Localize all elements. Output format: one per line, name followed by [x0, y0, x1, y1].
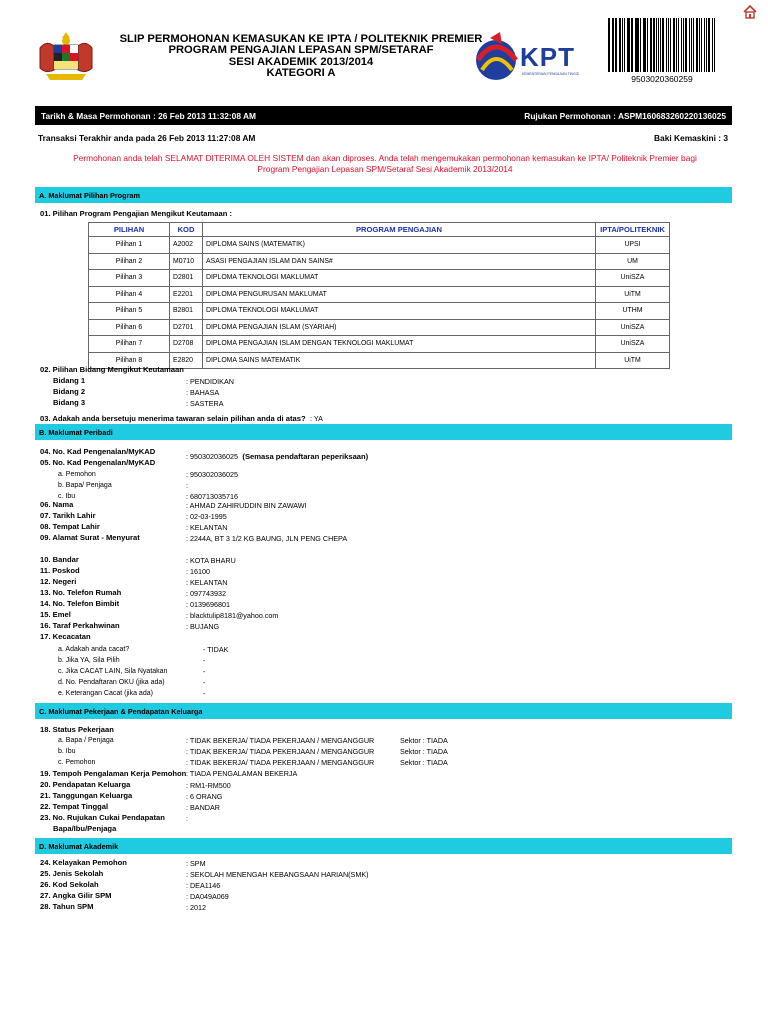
q18-a-label: a. Bapa / Penjaga — [58, 737, 114, 744]
q28-label: 28. Tahun SPM — [40, 902, 94, 911]
success-notice: Permohonan anda telah SELAMAT DITERIMA OLEH SISTEM dan akan diproses. Anda telah mengemukakan permohonan kemasukan ke IPTA/ Politeknik Premier bagi Program Pengajian Lepasan SPM/Setaraf Sesi Akademik 2013/2014 — [73, 153, 697, 174]
title-line-3: SESI AKADEMIK 2013/2014 — [228, 55, 374, 68]
q10-label: 10. Bandar — [40, 555, 79, 564]
program-choice-label: 01. Pilihan Program Pengajian Mengikut Keutamaan : — [40, 209, 232, 218]
q23-label: 23. No. Rujukan Cukai Pendapatan — [40, 813, 165, 822]
q26-value: : DEA1146 — [186, 881, 221, 890]
q18-label: 18. Status Pekerjaan — [40, 725, 114, 734]
bidang-1-label: Bidang 1 — [53, 376, 86, 385]
section-a-header: A. Maklumat Pilihan Program — [35, 187, 732, 203]
row-pilihan: Pilihan 3 — [89, 270, 170, 287]
bidang-label: 02. Pilihan Bidang Mengikut Keutamaan — [40, 365, 184, 374]
title-line-4: KATEGORI A — [266, 67, 336, 80]
q18-b-value: : TIDAK BEKERJA/ TIADA PEKERJAAN / MENGANGGUR — [186, 747, 375, 756]
row-ipta: UiTM — [596, 286, 670, 303]
home-icon[interactable] — [742, 4, 758, 20]
barcode-bar — [615, 18, 617, 72]
barcode-bar — [712, 18, 714, 72]
barcode-bar — [701, 18, 702, 72]
program-table — [88, 222, 670, 369]
table-row — [89, 303, 670, 320]
barcode-bar — [653, 18, 655, 72]
q24-label: 24. Kelayakan Pemohon — [40, 858, 127, 867]
q18-c-label: c. Pemohon — [58, 759, 96, 766]
table-row — [89, 319, 670, 336]
q21-value: : 6 ORANG — [186, 792, 223, 801]
last-transaction-line — [38, 133, 728, 143]
q14-label: 14. No. Telefon Bimbit — [40, 599, 120, 608]
q24-value: : SPM — [186, 859, 206, 868]
barcode-bar — [683, 18, 684, 72]
row-kod: D2801 — [170, 270, 203, 287]
barcode-bar — [660, 18, 661, 72]
row-ipta: UniSZA — [596, 319, 670, 336]
row-ipta: UniSZA — [596, 270, 670, 287]
table-row — [89, 237, 670, 254]
q12-label: 12. Negeri — [40, 577, 77, 586]
kpt-logo-subtext: KEMENTERIAN PENGAJIAN TINGGI — [522, 72, 580, 76]
barcode-bar — [636, 18, 638, 72]
last-transaction: Transaksi Terakhir anda pada 26 Feb 2013 11:27:08 AM — [38, 133, 256, 143]
q05-c-label: c. Ibu — [58, 493, 76, 500]
q15-label: 15. Emel — [40, 610, 71, 619]
barcode-bar — [613, 18, 614, 72]
section-d-header: D. Maklumat Akademik — [35, 838, 732, 854]
q20-value: : RM1-RM500 — [186, 781, 231, 790]
q18-b-sektor: Sektor : TIADA — [400, 747, 448, 756]
barcode-bar — [673, 18, 675, 72]
update-balance: Baki Kemaskini : 3 — [653, 133, 728, 143]
row-program: DIPLOMA PENGAJIAN ISLAM (SYARIAH) — [203, 319, 596, 336]
q17-b-label: b. Jika YA, Sila Pilih — [58, 657, 120, 664]
row-pilihan: Pilihan 6 — [89, 319, 170, 336]
row-pilihan: Pilihan 4 — [89, 286, 170, 303]
barcode-number: 9503020360259 — [631, 74, 693, 84]
q14-value: : 0139696801 — [186, 600, 230, 609]
q09-label: 09. Alamat Surat - Menyurat — [40, 533, 140, 542]
q21-label: 21. Tanggungan Keluarga — [40, 791, 133, 800]
row-kod: B2801 — [170, 303, 203, 320]
q23-value: : — [186, 814, 188, 823]
program-table-body — [89, 237, 670, 369]
row-pilihan: Pilihan 7 — [89, 336, 170, 353]
q05-a-label: a. Pemohon — [58, 471, 96, 478]
barcode-bar — [668, 18, 669, 72]
q19-label: 19. Tempoh Pengalaman Kerja Pemohon — [40, 769, 187, 778]
section-b-header: B. Maklumat Peribadi — [35, 424, 732, 440]
barcode-bar — [608, 18, 610, 72]
barcode-bar — [704, 18, 706, 72]
barcode-bar — [693, 18, 694, 72]
slip-title — [108, 34, 494, 80]
q23-label-line2: Bapa/Ibu/Penjaga — [53, 824, 117, 833]
barcode-bar — [643, 18, 644, 72]
q13-label: 13. No. Telefon Rumah — [40, 588, 122, 597]
q17-e-label: e. Keterangan Cacat (jika ada) — [58, 690, 153, 697]
barcode-bar — [696, 18, 698, 72]
table-row — [89, 253, 670, 270]
row-kod: E2820 — [170, 352, 203, 369]
table-row — [89, 336, 670, 353]
q06-label: 06. Nama — [40, 500, 74, 509]
q11-label: 11. Poskod — [40, 566, 80, 575]
q12-value: : KELANTAN — [186, 578, 228, 587]
row-pilihan: Pilihan 5 — [89, 303, 170, 320]
q15-value: : blacktulip8181@yahoo.com — [186, 611, 279, 620]
row-program: DIPLOMA TEKNOLOGI MAKLUMAT — [203, 303, 596, 320]
q17-a-value: - TIDAK — [203, 645, 229, 654]
table-row — [89, 286, 670, 303]
row-pilihan: Pilihan 8 — [89, 352, 170, 369]
program-table-header-row — [89, 223, 670, 237]
q05-a-value: : 950302036025 — [186, 470, 238, 479]
q18-b-label: b. Ibu — [58, 748, 76, 755]
q04-label: 04. No. Kad Pengenalan/MyKAD — [40, 447, 156, 456]
barcode-bar — [699, 18, 700, 72]
row-program: DIPLOMA PENGAJIAN ISLAM DENGAN TEKNOLOGI MAKLUMAT — [203, 336, 596, 353]
q26-label: 26. Kod Sekolah — [40, 880, 99, 889]
q06-value: : AHMAD ZAHIRUDDIN BIN ZAWAWI — [186, 501, 307, 510]
q05-b-label: b. Bapa/ Penjaga — [58, 482, 112, 489]
q04-row — [186, 446, 368, 464]
row-pilihan: Pilihan 1 — [89, 237, 170, 254]
barcode-bar — [714, 18, 715, 72]
q20-label: 20. Pendapatan Keluarga — [40, 780, 131, 789]
q28-value: : 2012 — [186, 903, 206, 912]
row-kod: D2708 — [170, 336, 203, 353]
q25-label: 25. Jenis Sekolah — [40, 869, 104, 878]
q10-value: : KOTA BHARU — [186, 556, 236, 565]
malaysia-crest-icon — [36, 30, 96, 82]
col-kod: KOD — [170, 223, 203, 237]
q04-value: : 950302036025 — [186, 452, 238, 461]
q18-a-sektor: Sektor : TIADA — [400, 736, 448, 745]
bidang-2-value: : BAHASA — [186, 388, 220, 397]
bidang-2-label: Bidang 2 — [53, 387, 86, 396]
barcode-bar — [627, 18, 628, 72]
q18-a-value: : TIDAK BEKERJA/ TIADA PEKERJAAN / MENGANGGUR — [186, 736, 375, 745]
q05-c-value: : 680713035716 — [186, 492, 238, 501]
q27-value: : DA049A069 — [186, 892, 229, 901]
barcode — [608, 18, 716, 72]
q11-value: : 16100 — [186, 567, 210, 576]
q03-label: 03. Adakah anda bersetuju menerima tawaran selain pilihan anda di atas? — [40, 414, 306, 423]
row-ipta: UPSI — [596, 237, 670, 254]
q25-value: : SEKOLAH MENENGAH KEBANGSAAN HARIAN(SMK) — [186, 870, 369, 879]
q17-b-value: - — [203, 656, 206, 665]
row-kod: E2201 — [170, 286, 203, 303]
barcode-bar — [658, 18, 659, 72]
q18-c-value: : TIDAK BEKERJA/ TIADA PEKERJAAN / MENGANGGUR — [186, 758, 375, 767]
row-program: DIPLOMA PENGURUSAN MAKLUMAT — [203, 286, 596, 303]
q19-value: : TIADA PENGALAMAN BEKERJA — [186, 769, 298, 778]
barcode-bar — [685, 18, 687, 72]
row-kod: M0710 — [170, 253, 203, 270]
q07-value: : 02-03-1995 — [186, 512, 227, 521]
section-c-header: C. Maklumat Pekerjaan & Pendapatan Keluarga — [35, 703, 732, 719]
title-line-2: PROGRAM PENGAJIAN LEPASAN SPM/SETARAF — [168, 44, 434, 57]
q08-value: : KELANTAN — [186, 523, 228, 532]
q22-label: 22. Tempat Tinggal — [40, 802, 109, 811]
bidang-3-label: Bidang 3 — [53, 398, 86, 407]
barcode-bar — [619, 18, 621, 72]
q27-label: 27. Angka Gilir SPM — [40, 891, 112, 900]
q18-c-sektor: Sektor : TIADA — [400, 758, 448, 767]
row-ipta: UniSZA — [596, 336, 670, 353]
q17-d-label: d. No. Pendaftaran OKU (jika ada) — [58, 679, 165, 686]
q17-label: 17. Kecacatan — [40, 632, 91, 641]
q16-label: 16. Taraf Perkahwinan — [40, 621, 120, 630]
application-info-bar — [35, 106, 732, 125]
row-ipta: UiTM — [596, 352, 670, 369]
row-kod: D2701 — [170, 319, 203, 336]
barcode-bar — [666, 18, 668, 72]
barcode-bar — [647, 18, 648, 72]
barcode-bar — [706, 18, 707, 72]
q13-value: : 097743932 — [186, 589, 226, 598]
q17-c-label: c. Jika CACAT LAIN, Sila Nyatakan — [58, 668, 168, 675]
barcode-bar — [676, 18, 677, 72]
q09-value: : 2244A, BT 3 1/2 KG BAUNG, JLN PENG CHEPA — [186, 534, 348, 543]
barcode-bar — [656, 18, 657, 72]
col-program: PROGRAM PENGAJIAN — [203, 223, 596, 237]
row-program: ASASI PENGAJIAN ISLAM DAN SAINS# — [203, 253, 596, 270]
barcode-bar — [640, 18, 641, 72]
barcode-bar — [689, 18, 691, 72]
table-row — [89, 270, 670, 287]
q17-e-value: - — [203, 689, 206, 698]
barcode-bar — [691, 18, 692, 72]
row-ipta: UM — [596, 253, 670, 270]
col-ipta: IPTA/POLITEKNIK — [596, 223, 670, 237]
q16-value: : BUJANG — [186, 622, 220, 631]
q05-label: 05. No. Kad Pengenalan/MyKAD — [40, 458, 156, 467]
barcode-bar — [622, 18, 623, 72]
q22-value: : BANDAR — [186, 803, 220, 812]
barcode-bar — [612, 18, 613, 72]
row-program: DIPLOMA SAINS (MATEMATIK) — [203, 237, 596, 254]
kpt-logo — [472, 30, 600, 88]
barcode-bar — [628, 18, 630, 72]
q17-c-value: - — [203, 667, 206, 676]
row-program: DIPLOMA SAINS MATEMATIK — [203, 352, 596, 369]
bidang-1-value: : PENDIDIKAN — [186, 377, 234, 386]
col-pilihan: PILIHAN — [89, 223, 170, 237]
row-pilihan: Pilihan 2 — [89, 253, 170, 270]
barcode-bar — [624, 18, 625, 72]
barcode-bar — [644, 18, 646, 72]
barcode-bar — [670, 18, 671, 72]
application-reference: Rujukan Permohonan : ASPM160683260220136025 — [524, 111, 726, 121]
barcode-bar — [635, 18, 636, 72]
kpt-logo-text: KPT — [520, 42, 575, 72]
q03-value: : YA — [310, 414, 323, 423]
application-datetime: Tarikh & Masa Permohonan : 26 Feb 2013 11:32:08 AM — [41, 111, 257, 121]
bidang-3-value: : SASTERA — [186, 399, 224, 408]
q17-d-value: - — [203, 678, 206, 687]
barcode-bar — [662, 18, 664, 72]
row-ipta: UTHM — [596, 303, 670, 320]
barcode-bar — [681, 18, 682, 72]
row-program: DIPLOMA TEKNOLOGI MAKLUMAT — [203, 270, 596, 287]
barcode-bar — [631, 18, 633, 72]
title-line-1: SLIP PERMOHONAN KEMASUKAN KE IPTA / POLITEKNIK PREMIER — [119, 33, 483, 45]
barcode-bar — [708, 18, 710, 72]
row-kod: A2002 — [170, 237, 203, 254]
q07-label: 07. Tarikh Lahir — [40, 511, 96, 520]
q08-label: 08. Tempat Lahir — [40, 522, 100, 531]
barcode-bar — [650, 18, 652, 72]
q17-a-label: a. Adakah anda cacat? — [58, 646, 130, 653]
barcode-bar — [678, 18, 680, 72]
q04-note: (Semasa pendaftaran peperiksaan) — [242, 452, 369, 461]
q05-b-value: : — [186, 481, 188, 490]
